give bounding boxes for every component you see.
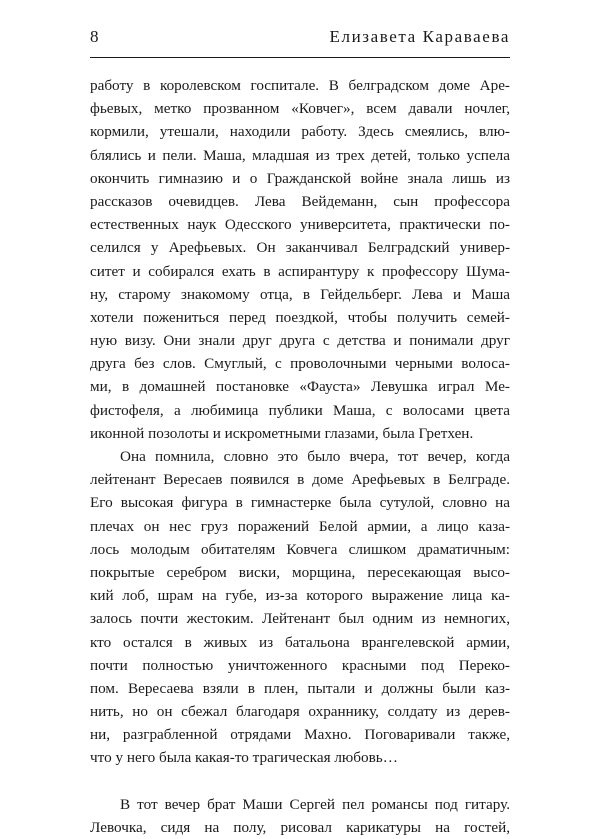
text-line: В тот вечер брат Маши Сергей пел романсы под гитару. — [120, 795, 510, 813]
text-line: кто остался в живых из батальона врангелевской армии, — [90, 633, 510, 651]
text-line: селился у Арефьевых. Он заканчивал Белградский универ- — [90, 239, 510, 257]
text-line: Она помнила, словно это было вчера, тот вечер, когда — [120, 448, 510, 465]
page-number: 8 — [90, 27, 100, 46]
text-line: естественных наук Одесского университета, практически по- — [90, 216, 510, 234]
text-line: ми, в домашней постановке «Фауста» Левушка играл Ме- — [90, 378, 510, 396]
header-rule — [90, 57, 510, 58]
text-line: нить, но он сбежал благодаря охраннику, солдату из дерев- — [90, 703, 510, 721]
text-line: иконной позолоты и искрометными глазами, была Гретхен. — [90, 424, 474, 442]
text-line: ную визу. Они знали друг друга с детства и понимали друг — [90, 332, 510, 350]
text-line: работу в королевском госпитале. В белградском доме Аре- — [90, 77, 510, 94]
text-line: ситет и собирался ехать в аспирантуру к профессору Шума- — [90, 262, 510, 280]
text-line: окончить гимназию и о Гражданской войне знала лишь из — [90, 169, 510, 187]
text-line: ну, старому знакомому отца, в Гейдельберг. Лева и Маша — [90, 285, 510, 303]
text-line: кий лоб, шрам на губе, из-за которого выражение лица ка- — [90, 587, 510, 605]
text-line: Левочка, сидя на полу, рисовал карикатуры на гостей, — [90, 818, 510, 836]
text-line: залось почти жестоким. Лейтенант был одним из немногих, — [90, 610, 510, 628]
text-line: что у него была какая-то трагическая любовь… — [90, 749, 398, 767]
text-line: блялись и пели. Маша, младшая из трех детей, только успела — [90, 146, 510, 164]
text-line: кормили, утешали, находили работу. Здесь смеялись, влю- — [90, 123, 510, 141]
text-line: почти полностью уничтоженного красными под Переко- — [90, 656, 510, 674]
text-line: хотели пожениться перед поездкой, чтобы получить семей- — [90, 308, 510, 326]
text-line: лейтенант Вересаев появился в доме Арефьевых в Белграде. — [90, 471, 510, 489]
paragraph-2 — [90, 445, 510, 770]
text-line: Его высокая фигура в гимнастерке была сутулой, словно на — [90, 494, 510, 512]
text-line: покрытые серебром виски, морщина, пересекающая высо- — [90, 563, 510, 581]
text-line: фистофеля, а любимица публики Маша, с волосами цвета — [90, 401, 510, 419]
text-line: ни, разграбленной отрядами Махно. Поговаривали также, — [90, 726, 510, 744]
paragraph-3 — [90, 793, 510, 839]
body-text — [90, 74, 510, 839]
paragraph-1 — [90, 74, 510, 445]
text-line: фьевых, метко прозванном «Ковчег», всем давали ночлег, — [90, 100, 510, 118]
text-line: лось молодым обитателям Ковчега слишком драматичным: — [90, 540, 510, 558]
text-line: плечах он нес груз поражений Белой армии, а лицо каза- — [90, 517, 510, 535]
running-title: Елизавета Караваева — [329, 27, 510, 46]
text-line: друга без слов. Смуглый, с проволочными черными волоса- — [90, 355, 510, 373]
text-line: пом. Вересаева взяли в плен, пытали и должны были каз- — [90, 679, 510, 697]
text-line: рассказов очевидцев. Лева Вейдеманн, сын профессора — [90, 192, 510, 210]
